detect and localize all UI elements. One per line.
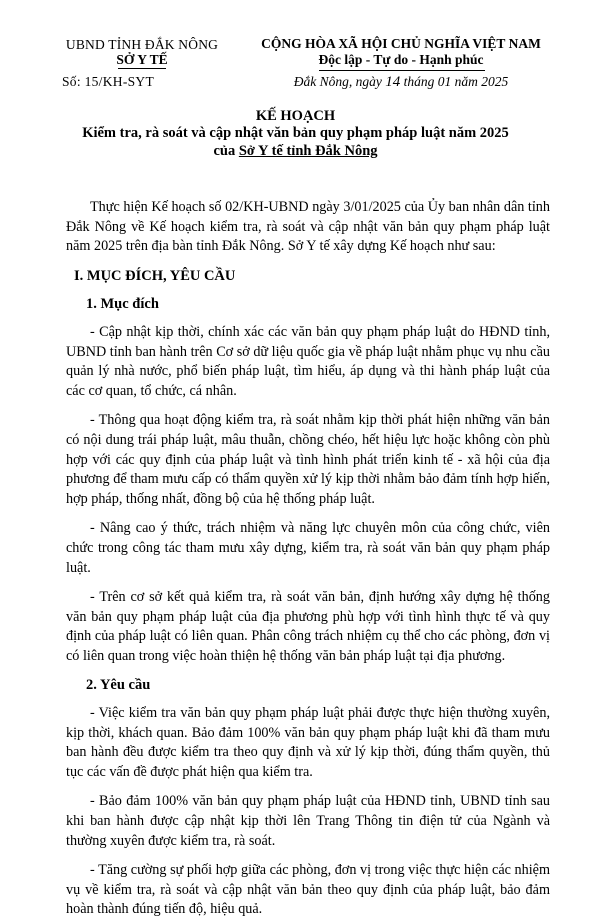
date-suffix: tháng 01 năm 2025 bbox=[400, 74, 509, 89]
requirement-paragraph-2: - Bảo đảm 100% văn bản quy phạm pháp luật của HĐND tỉnh, UBND tỉnh sau khi ban hành được cập nhật kịp thời lên Trang Thông tin điện tử của Ngành và thường xuyên được kiểm tra, rà soát. bbox=[66, 793, 550, 849]
agency-name: UBND TỈNH ĐẮK NÔNG bbox=[65, 37, 219, 52]
purpose-paragraph-1: - Cập nhật kịp thời, chính xác các văn bản quy phạm pháp luật do HĐND tỉnh, UBND tỉnh ban hành trên Cơ sở dữ liệu quốc gia về pháp luật nhằm phục vụ nhu cầu quản lý nhà nước, phổ biến pháp luật, tìm hiểu, áp dụng và thi hành pháp luật của các cơ quan, tổ chức, cá nhân. bbox=[66, 323, 550, 399]
department-underline bbox=[118, 68, 166, 69]
nation-title: CỘNG HÒA XÃ HỘI CHỦ NGHĨA VIỆT NAM bbox=[261, 36, 541, 51]
date-day: 14 bbox=[385, 74, 401, 90]
subtitle-line-1: Kiểm tra, rà soát và cập nhật văn bản quy phạm pháp luật năm 2025 bbox=[82, 125, 509, 141]
national-motto: Độc lập - Tự do - Hạnh phúc bbox=[318, 52, 484, 67]
document-subtitle bbox=[0, 124, 591, 160]
purpose-paragraph-3: - Nâng cao ý thức, trách nhiệm và năng lực chuyên môn của công chức, viên chức trong công tác tham mưu xây dựng, kiểm tra, rà soát văn bản quy phạm pháp luật. bbox=[66, 520, 550, 576]
department-name: SỞ Y TẾ bbox=[116, 52, 168, 67]
subtitle-prefix: của bbox=[213, 143, 239, 159]
document-title: KẾ HOẠCH bbox=[255, 108, 336, 124]
requirement-paragraph-3: - Tăng cường sự phối hợp giữa các phòng, đơn vị trong việc thực hiện các nhiệm vụ về kiểm tra, rà soát và cập nhật văn bản theo quy định của pháp luật, bảo đảm hoàn thành đúng tiến độ, hiệu quả. bbox=[66, 862, 550, 918]
purpose-paragraph-4: - Trên cơ sở kết quả kiểm tra, rà soát văn bản, định hướng xây dựng hệ thống văn bản quy phạm pháp luật của địa phương phù hợp với tình hình thực tế và quy định của pháp luật có liên quan. Phân công trách nhiệm cụ thể cho các phòng, đơn vị có liên quan trong việc hoàn thiện hệ thống văn bản pháp luật tại địa phương. bbox=[66, 589, 550, 664]
intro-paragraph: Thực hiện Kế hoạch số 02/KH-UBND ngày 3/01/2025 của Ủy ban nhân dân tỉnh Đắk Nông về Kế hoạch kiểm tra, rà soát và cập nhật văn bản quy phạm pháp luật năm 2025 trên địa bàn tỉnh Đắk Nông. Sở Y tế xây dựng Kế hoạch như sau: bbox=[66, 199, 550, 255]
issue-date bbox=[236, 74, 566, 91]
subsection-heading-requirements: 2. Yêu cầu bbox=[86, 677, 151, 694]
requirement-paragraph-1: - Việc kiểm tra văn bản quy phạm pháp luật phải được thực hiện thường xuyên, kịp thời, khách quan. Bảo đảm 100% văn bản quy phạm pháp luật khi đã tham mưu ban hành đều được kiểm tra theo quy định và xử lý kịp thời, đúng thẩm quyền, thủ tục các vấn đề được phát hiện qua kiểm tra. bbox=[66, 705, 550, 780]
section-heading: I. MỤC ĐÍCH, YÊU CẦU bbox=[74, 267, 236, 284]
subsection-heading-purpose: 1. Mục đích bbox=[86, 296, 159, 313]
purpose-paragraph-2: - Thông qua hoạt động kiểm tra, rà soát nhằm kịp thời phát hiện những văn bản có nội dung trái pháp luật, mâu thuẫn, chồng chéo, hết hiệu lực hoặc không còn phù hợp với các quy định của pháp luật và tình hình phát triển kinh tế - xã hội của địa phương để tham mưu cấp có thẩm quyền xử lý kịp thời nhằm bảo đảm tính hợp hiến, hợp pháp, thống nhất, đồng bộ của hệ thống pháp luật. bbox=[66, 412, 550, 507]
document-body bbox=[66, 198, 550, 920]
document-number: Số: 15/KH-SYT bbox=[62, 74, 155, 89]
motto-underline bbox=[319, 70, 485, 71]
subtitle-underlined: Sở Y tế tỉnh Đắk Nông bbox=[238, 143, 378, 159]
subtitle-line-2 bbox=[0, 142, 591, 160]
date-prefix: Đắk Nông, ngày bbox=[293, 74, 386, 89]
